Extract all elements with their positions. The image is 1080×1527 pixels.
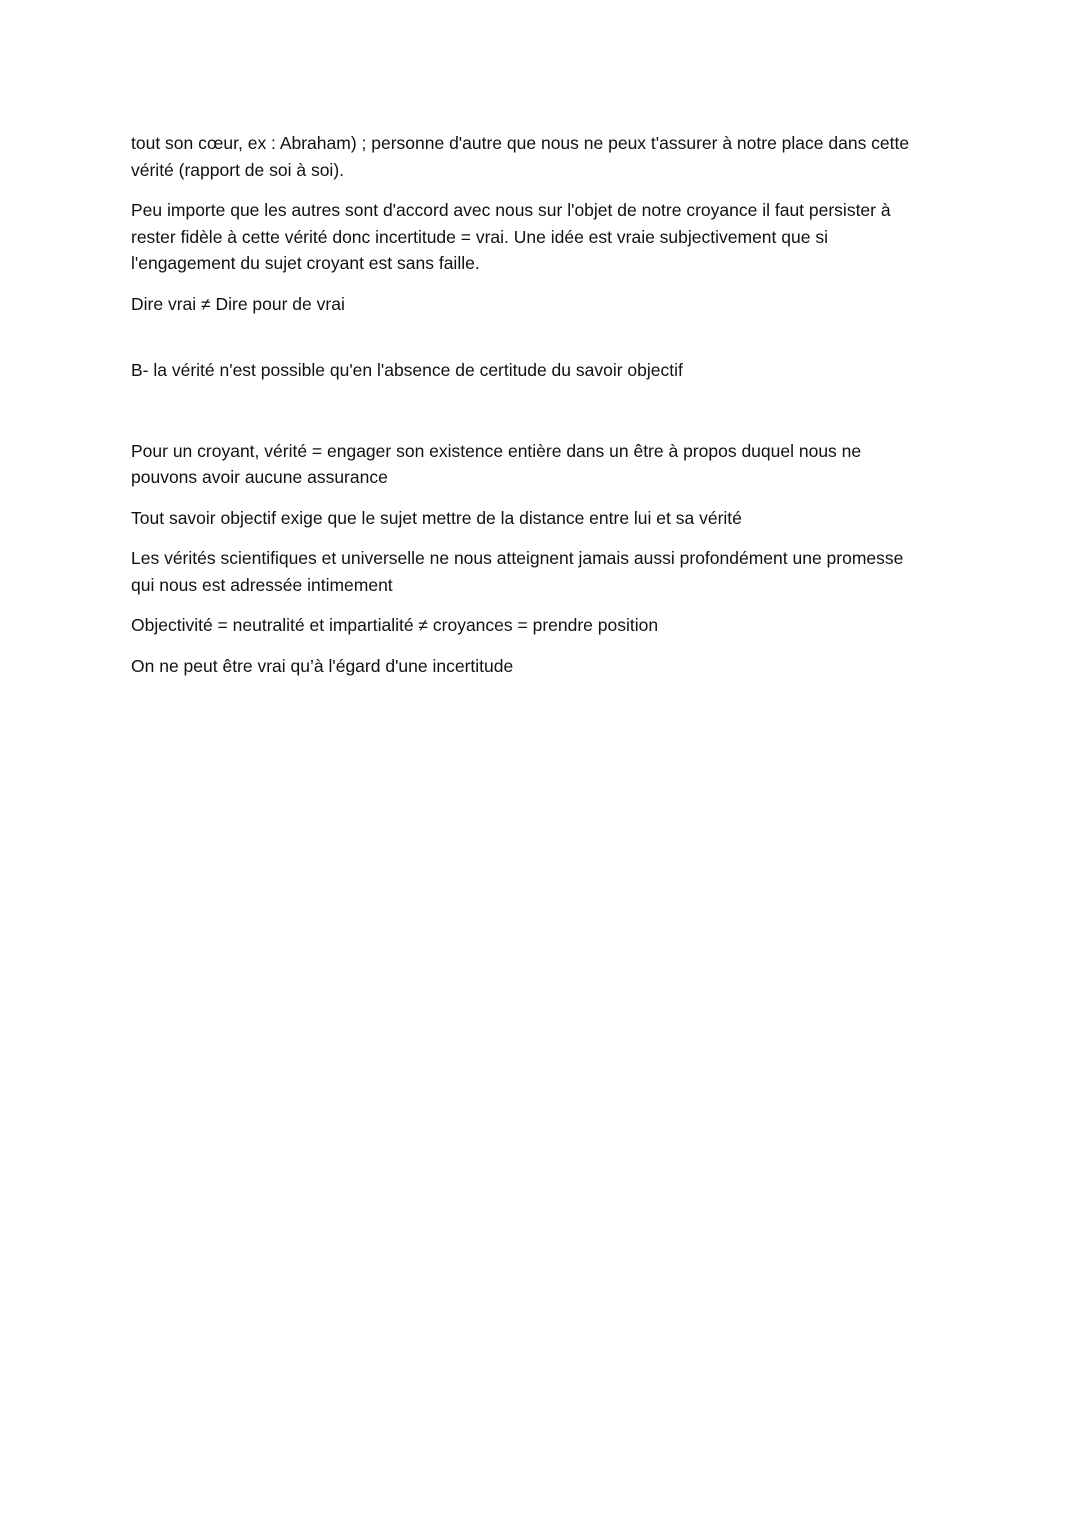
text-line: Peu importe que les autres sont d'accord avec nous sur l'objet de notre croyance il faut persister à [131,200,891,220]
text-line: On ne peut être vrai qu’à l'égard d'une incertitude [131,655,514,676]
text-line: l'engagement du sujet croyant est sans faille. [131,253,480,273]
paragraph-verites-scientifiques [131,545,961,598]
text-line: Tout savoir objectif exige que le sujet mettre de la distance entre lui et sa vérité [131,507,742,528]
text-line: Objectivité = neutralité et impartialité ≠ croyances = prendre position [131,615,659,635]
text-line: rester fidèle à cette vérité donc incertitude = vrai. Une idée est vraie subjectivement que si [131,226,828,247]
paragraph-dire-vrai [131,291,961,318]
text-line: tout son cœur, ex : Abraham) ; personne d'autre que nous ne peux t'assurer à notre place dans cette [131,133,910,153]
text-line: Les vérités scientifiques et universelle ne nous atteignent jamais aussi profondément une promesse [131,548,904,568]
heading-text: B- la vérité n'est possible qu'en l'absence de certitude du savoir objectif [131,360,683,380]
paragraph-croyant [131,438,961,491]
paragraph-peu-importe [131,197,961,277]
text-line: vérité (rapport de soi à soi). [131,159,345,180]
paragraph-abraham [131,130,961,183]
text-line: Dire vrai ≠ Dire pour de vrai [131,293,345,314]
paragraph-incertitude [131,653,961,680]
document-body [131,130,961,693]
text-line: pouvons avoir aucune assurance [131,467,388,487]
text-line: Pour un croyant, vérité = engager son existence entière dans un être à propos duquel nous ne [131,440,862,461]
paragraph-savoir-objectif [131,505,961,532]
text-line: qui nous est adressée intimement [131,574,393,595]
paragraph-objectivite [131,612,961,639]
section-b-heading [131,357,961,384]
